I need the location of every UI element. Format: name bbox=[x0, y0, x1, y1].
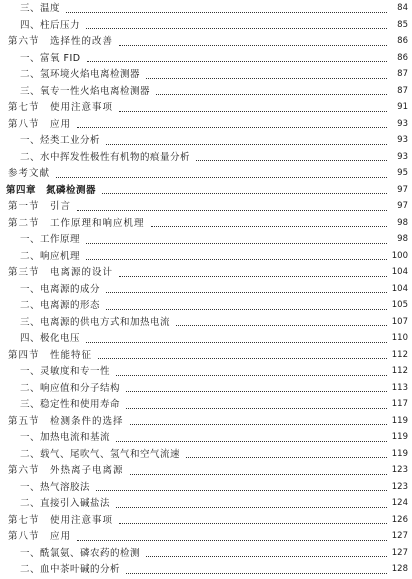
toc-entry-title: 四、极化电压 bbox=[20, 333, 81, 344]
toc-page-number: 98 bbox=[397, 217, 408, 228]
toc-entry[interactable] bbox=[0, 314, 412, 331]
toc-page-number: 124 bbox=[391, 498, 408, 508]
dot-leader bbox=[130, 473, 387, 475]
dot-leader bbox=[56, 176, 387, 178]
toc-entry-title: 三、电离源的供电方式和加热电流 bbox=[20, 316, 171, 328]
toc-page-number: 91 bbox=[397, 102, 408, 112]
toc-page-number: 95 bbox=[397, 168, 408, 178]
toc-entry-title: 第五节 检测条件的选择 bbox=[8, 415, 124, 427]
toc-entry-title: 二、载气、尾吹气、氢气和空气流速 bbox=[20, 448, 181, 460]
toc-entry-title: 第四节 性能特征 bbox=[8, 349, 93, 361]
toc-page-number: 127 bbox=[391, 531, 408, 541]
dot-leader bbox=[106, 291, 387, 293]
toc-entry-title: 一、电离源的成分 bbox=[20, 283, 101, 295]
toc-page-number: 107 bbox=[391, 316, 408, 327]
toc-entry[interactable] bbox=[0, 264, 412, 281]
toc-entry-title: 二、氢环境火焰电离检测器 bbox=[20, 69, 141, 80]
toc-page-number: 87 bbox=[397, 69, 408, 79]
toc-entry-title: 第七节 使用注意事项 bbox=[8, 514, 114, 526]
dot-leader bbox=[119, 110, 387, 112]
dot-leader bbox=[87, 60, 387, 62]
toc-page-number: 84 bbox=[397, 3, 408, 13]
toc-page-number: 119 bbox=[391, 448, 408, 459]
toc-entry-title: 参考文献 bbox=[8, 168, 51, 179]
toc-entry[interactable] bbox=[0, 561, 412, 578]
toc-entry[interactable] bbox=[0, 17, 412, 34]
toc-entry[interactable] bbox=[0, 149, 412, 166]
dot-leader bbox=[156, 93, 387, 95]
toc-page-number: 97 bbox=[397, 184, 408, 195]
toc-entry-title: 第三节 电离源的设计 bbox=[8, 267, 114, 278]
toc-page-number: 117 bbox=[391, 399, 408, 409]
toc-entry-title: 一、富氧 FID bbox=[20, 52, 81, 64]
dot-leader bbox=[151, 225, 387, 227]
toc-entry[interactable] bbox=[0, 297, 412, 314]
toc-entry[interactable] bbox=[0, 83, 412, 100]
toc-entry[interactable] bbox=[0, 380, 412, 397]
toc-entry[interactable] bbox=[0, 446, 412, 463]
toc-page-number: 119 bbox=[391, 415, 408, 426]
toc-page-number: 97 bbox=[397, 201, 408, 211]
toc-entry-title: 第八节 应用 bbox=[8, 118, 72, 130]
toc-entry-title: 第七节 使用注意事项 bbox=[8, 102, 114, 113]
dot-leader bbox=[119, 44, 387, 46]
toc-entry[interactable] bbox=[0, 99, 412, 116]
toc-entry[interactable] bbox=[0, 132, 412, 149]
toc-entry-title: 一、灵敏度和专一性 bbox=[20, 366, 111, 377]
toc-page-number: 93 bbox=[397, 135, 408, 145]
toc-page-number: 127 bbox=[391, 547, 408, 558]
toc-page-number: 104 bbox=[391, 267, 408, 277]
toc-page-number: 93 bbox=[397, 118, 408, 129]
toc-entry[interactable] bbox=[0, 198, 412, 215]
toc-entry-title: 第八节 应用 bbox=[8, 531, 72, 542]
toc-entry[interactable] bbox=[0, 330, 412, 347]
dot-leader bbox=[86, 258, 387, 260]
dot-leader bbox=[146, 77, 387, 79]
toc-page-number: 93 bbox=[397, 151, 408, 162]
toc-entry-title: 第四章 氮磷检测器 bbox=[6, 184, 97, 196]
toc-page-number: 126 bbox=[391, 514, 408, 525]
toc-entry[interactable] bbox=[0, 165, 412, 182]
toc-entry[interactable] bbox=[0, 50, 412, 67]
toc-entry[interactable] bbox=[0, 0, 412, 17]
dot-leader bbox=[116, 440, 387, 442]
dot-leader bbox=[176, 324, 387, 326]
toc-entry-title: 一、热气溶胶法 bbox=[20, 481, 91, 493]
dot-leader bbox=[86, 242, 387, 244]
toc-entry[interactable] bbox=[0, 66, 412, 83]
toc-entry-title: 三、氧专一性火焰电离检测器 bbox=[20, 85, 151, 97]
toc-entry-title: 三、温度 bbox=[20, 3, 61, 14]
dot-leader bbox=[186, 456, 387, 458]
toc-entry[interactable] bbox=[0, 512, 412, 529]
dot-leader bbox=[126, 390, 387, 392]
toc-entry-title: 一、工作原理 bbox=[20, 234, 81, 245]
toc-entry-title: 第六节 外热离子电离源 bbox=[8, 465, 124, 476]
toc-entry[interactable] bbox=[0, 363, 412, 380]
dot-leader bbox=[130, 423, 387, 425]
dot-leader bbox=[196, 159, 387, 161]
toc-entry[interactable] bbox=[0, 231, 412, 248]
dot-leader bbox=[146, 555, 387, 557]
toc-entry[interactable] bbox=[0, 479, 412, 496]
dot-leader bbox=[106, 308, 387, 310]
dot-leader bbox=[77, 126, 387, 128]
dot-leader bbox=[116, 374, 387, 376]
toc-entry-title: 三、稳定性和使用寿命 bbox=[20, 399, 121, 410]
toc-page-number: 104 bbox=[391, 283, 408, 294]
toc-page-number: 98 bbox=[397, 234, 408, 244]
toc-page-number: 123 bbox=[391, 465, 408, 475]
toc-entry-title: 二、电离源的形态 bbox=[20, 300, 101, 311]
toc-entry-title: 一、酰氯氨、磷农药的检测 bbox=[20, 547, 141, 559]
toc-entry[interactable] bbox=[0, 528, 412, 545]
toc-entry[interactable] bbox=[0, 495, 412, 512]
dot-leader bbox=[96, 489, 387, 491]
dot-leader bbox=[77, 209, 387, 211]
dot-leader bbox=[86, 27, 387, 29]
toc-page-number: 113 bbox=[391, 382, 408, 393]
toc-entry[interactable] bbox=[0, 462, 412, 479]
toc-page-number: 123 bbox=[391, 481, 408, 492]
toc-entry[interactable] bbox=[0, 33, 412, 50]
dot-leader bbox=[98, 357, 387, 359]
toc-entry-title: 四、柱后压力 bbox=[20, 19, 81, 31]
toc-entry-title: 一、加热电流和基流 bbox=[20, 432, 111, 443]
dot-leader bbox=[77, 539, 387, 541]
toc-page-number: 110 bbox=[391, 333, 408, 343]
dot-leader bbox=[119, 522, 387, 524]
toc-entry[interactable] bbox=[0, 281, 412, 298]
dot-leader bbox=[86, 341, 387, 343]
toc-entry-title: 第六节 选择性的改善 bbox=[8, 36, 114, 47]
toc-entry[interactable] bbox=[0, 429, 412, 446]
toc-page-number: 85 bbox=[397, 19, 408, 30]
toc-page-number: 119 bbox=[391, 432, 408, 442]
toc-entry[interactable] bbox=[0, 396, 412, 413]
dot-leader bbox=[119, 275, 387, 277]
dot-leader bbox=[116, 506, 387, 508]
toc-page-number: 105 bbox=[391, 300, 408, 310]
dot-leader bbox=[126, 407, 387, 409]
toc-entry-title: 第一节 引言 bbox=[8, 201, 72, 212]
toc-page-number: 86 bbox=[397, 36, 408, 46]
toc-page-number: 112 bbox=[391, 349, 408, 360]
toc-page-number: 112 bbox=[391, 366, 408, 376]
toc-entry[interactable] bbox=[0, 545, 412, 562]
toc-entry-title: 二、响应值和分子结构 bbox=[20, 382, 121, 394]
dot-leader bbox=[102, 192, 387, 194]
toc-entry-title: 二、响应机理 bbox=[20, 250, 81, 262]
toc-entry-title: 二、直接引入碱盐法 bbox=[20, 498, 111, 509]
toc-entry-title: 二、水中挥发性极性有机物的痕量分析 bbox=[20, 151, 191, 163]
toc-entry[interactable] bbox=[0, 347, 412, 364]
toc-page-number: 86 bbox=[397, 52, 408, 63]
toc-entry-title: 二、血中茶叶碱的分析 bbox=[20, 564, 121, 575]
dot-leader bbox=[126, 572, 387, 574]
toc-page-number: 87 bbox=[397, 85, 408, 96]
dot-leader bbox=[66, 11, 387, 13]
toc-entry[interactable] bbox=[0, 413, 412, 430]
toc-entry[interactable] bbox=[0, 248, 412, 265]
toc-entry[interactable] bbox=[0, 182, 412, 199]
dot-leader bbox=[106, 143, 387, 145]
toc-entry[interactable] bbox=[0, 116, 412, 133]
toc-page-number: 100 bbox=[391, 250, 408, 261]
toc-entry[interactable] bbox=[0, 215, 412, 232]
toc-entry-title: 第二节 工作原理和响应机理 bbox=[8, 217, 145, 229]
toc-page-number: 128 bbox=[391, 564, 408, 574]
toc-entry-title: 一、烃类工业分析 bbox=[20, 135, 101, 146]
